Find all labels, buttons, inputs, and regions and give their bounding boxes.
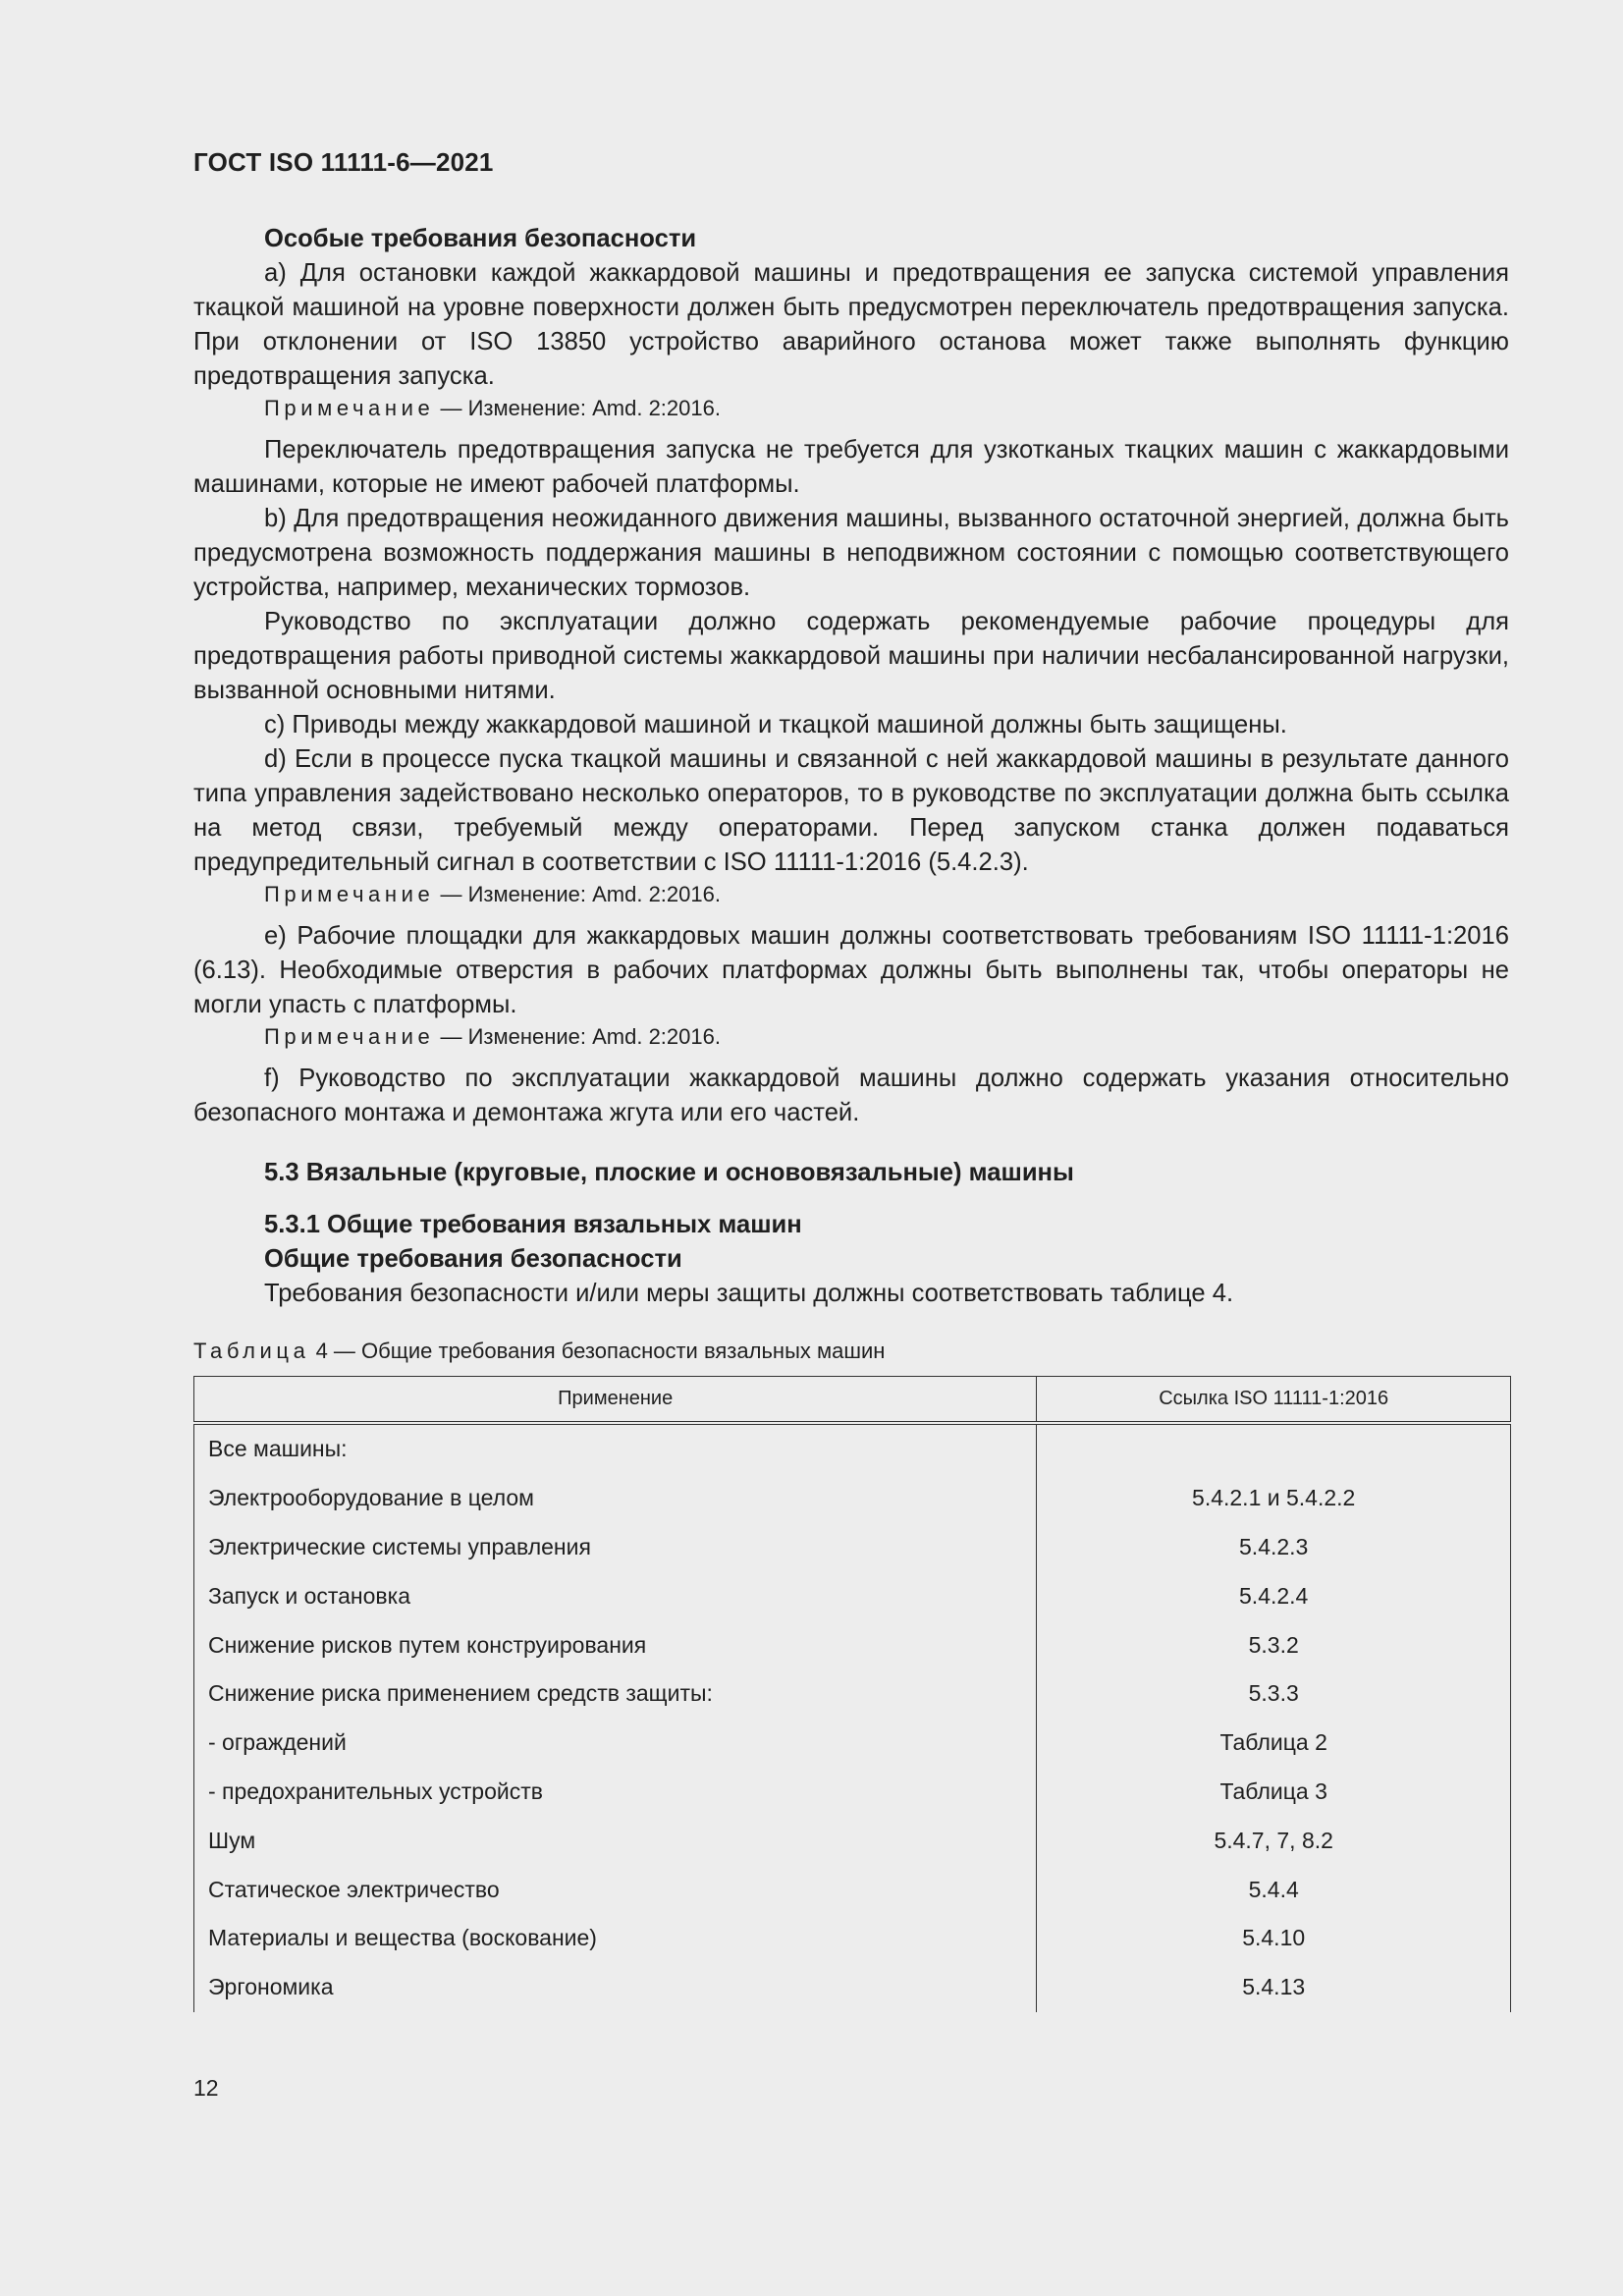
document-header: ГОСТ ISO 11111-6—2021	[193, 147, 494, 177]
table-cell-reference: Таблица 3	[1037, 1768, 1511, 1817]
note	[193, 394, 1509, 423]
table-cell-application: Электрические системы управления	[194, 1523, 1037, 1572]
note-label: Примечание	[264, 396, 435, 420]
note-label: Примечание	[264, 1024, 435, 1049]
table-cell-application: Материалы и вещества (воскование)	[194, 1914, 1037, 1963]
table-cell-application: Шум	[194, 1816, 1037, 1865]
page-number: 12	[193, 2075, 219, 2101]
subsection-heading-5-3-1: 5.3.1 Общие требования вязальных машин	[264, 1211, 802, 1238]
table-cell-application: Снижение риска применением средств защиты:	[194, 1669, 1037, 1719]
table-row	[194, 1571, 1511, 1620]
paragraph-intro: Требования безопасности и/или меры защиты должны соответствовать таблице 4.	[264, 1280, 1234, 1307]
table-row	[194, 1914, 1511, 1963]
table-cell-reference: 5.4.4	[1037, 1865, 1511, 1914]
table-row	[194, 1768, 1511, 1817]
table-row	[194, 1865, 1511, 1914]
table-cell-reference: 5.4.2.4	[1037, 1571, 1511, 1620]
table-cell-reference: 5.4.2.1 и 5.4.2.2	[1037, 1474, 1511, 1523]
note-label: Примечание	[264, 882, 435, 906]
table-row	[194, 1423, 1511, 1474]
requirements-table	[193, 1376, 1511, 2012]
note	[193, 880, 1509, 909]
note	[193, 1022, 1509, 1052]
table-cell-application: - предохранительных устройств	[194, 1768, 1037, 1817]
table-row	[194, 1963, 1511, 2012]
table-header-row	[194, 1377, 1511, 1424]
table-cell-application: Эргономика	[194, 1963, 1037, 2012]
table-cell-application: Электрооборудование в целом	[194, 1474, 1037, 1523]
table-row	[194, 1620, 1511, 1669]
section-heading: Особые требования безопасности	[264, 225, 697, 252]
paragraph-b: b) Для предотвращения неожиданного движения машины, вызванного остаточной энергией, должна быть предусмотрена возможность поддержания машины в неподвижном состоянии с помощью соответствующего устройства, например, механических тормозов.	[193, 505, 1509, 601]
table-cell-reference: 5.4.7, 7, 8.2	[1037, 1816, 1511, 1865]
table-cell-application: - ограждений	[194, 1719, 1037, 1768]
table-row	[194, 1719, 1511, 1768]
table-caption-label: Таблица	[193, 1339, 310, 1363]
table-row	[194, 1816, 1511, 1865]
paragraph-manual: Руководство по эксплуатации должно содержать рекомендуемые рабочие процедуры для предотвращения работы приводной системы жаккардовой машины при наличии несбалансированной нагрузки, вызванной основными нитями.	[193, 608, 1509, 704]
table-cell-reference	[1037, 1423, 1511, 1474]
table-cell-reference: 5.4.2.3	[1037, 1523, 1511, 1572]
note-text: — Изменение: Amd. 2:2016.	[434, 396, 721, 420]
page-content	[193, 222, 1509, 2012]
section-heading-5-3: 5.3 Вязальные (круговые, плоские и основовязальные) машины	[264, 1159, 1074, 1186]
note-text: — Изменение: Amd. 2:2016.	[434, 1024, 721, 1049]
paragraph-d: d) Если в процессе пуска ткацкой машины и связанной с ней жаккардовой машины в результате данного типа управления задействовано несколько операторов, то в руководстве по эксплуатации должна быть ссылка на метод связи, требуемый между операторами. Перед запуском станка должен подаваться предупредительный сигнал в соответствии с ISO 11111-1:2016 (5.4.2.3).	[193, 745, 1509, 876]
table-row	[194, 1669, 1511, 1719]
note-text: — Изменение: Amd. 2:2016.	[434, 882, 721, 906]
paragraph-f: f) Руководство по эксплуатации жаккардовой машины должно содержать указания относительно безопасного монтажа и демонтажа жгута или его частей.	[193, 1065, 1509, 1126]
table-cell-reference: 5.3.3	[1037, 1669, 1511, 1719]
table-caption	[193, 1337, 1509, 1366]
table-row	[194, 1474, 1511, 1523]
table-cell-reference: 5.4.10	[1037, 1914, 1511, 1963]
table-cell-reference: Таблица 2	[1037, 1719, 1511, 1768]
table-cell-reference: 5.3.2	[1037, 1620, 1511, 1669]
table-cell-reference: 5.4.13	[1037, 1963, 1511, 2012]
paragraph-a: a) Для остановки каждой жаккардовой машины и предотвращения ее запуска системой управления ткацкой машиной на уровне поверхности должен быть предусмотрен переключатель предотвращения запуска. При отклонении от ISO 13850 устройство аварийного останова может также выполнять функцию предотвращения запуска.	[193, 259, 1509, 390]
subsection-heading-safety: Общие требования безопасности	[264, 1245, 682, 1273]
table-cell-application: Запуск и остановка	[194, 1571, 1037, 1620]
table-cell-application: Все машины:	[194, 1423, 1037, 1474]
table-header-application: Применение	[194, 1377, 1037, 1424]
table-row	[194, 1523, 1511, 1572]
paragraph-e: e) Рабочие площадки для жаккардовых машин должны соответствовать требованиям ISO 11111-1:2016 (6.13). Необходимые отверстия в рабочих платформах должны быть выполнены так, чтобы операторы не могли упасть с платформы.	[193, 922, 1509, 1018]
table-cell-application: Снижение рисков путем конструирования	[194, 1620, 1037, 1669]
table-caption-text: 4 — Общие требования безопасности вязальных машин	[309, 1339, 886, 1363]
paragraph-c: c) Приводы между жаккардовой машиной и ткацкой машиной должны быть защищены.	[264, 711, 1287, 738]
table-header-reference: Ссылка ISO 11111-1:2016	[1037, 1377, 1511, 1424]
paragraph-switch: Переключатель предотвращения запуска не требуется для узкотканых ткацких машин с жаккардовыми машинами, которые не имеют рабочей платформы.	[193, 436, 1509, 498]
table-cell-application: Статическое электричество	[194, 1865, 1037, 1914]
